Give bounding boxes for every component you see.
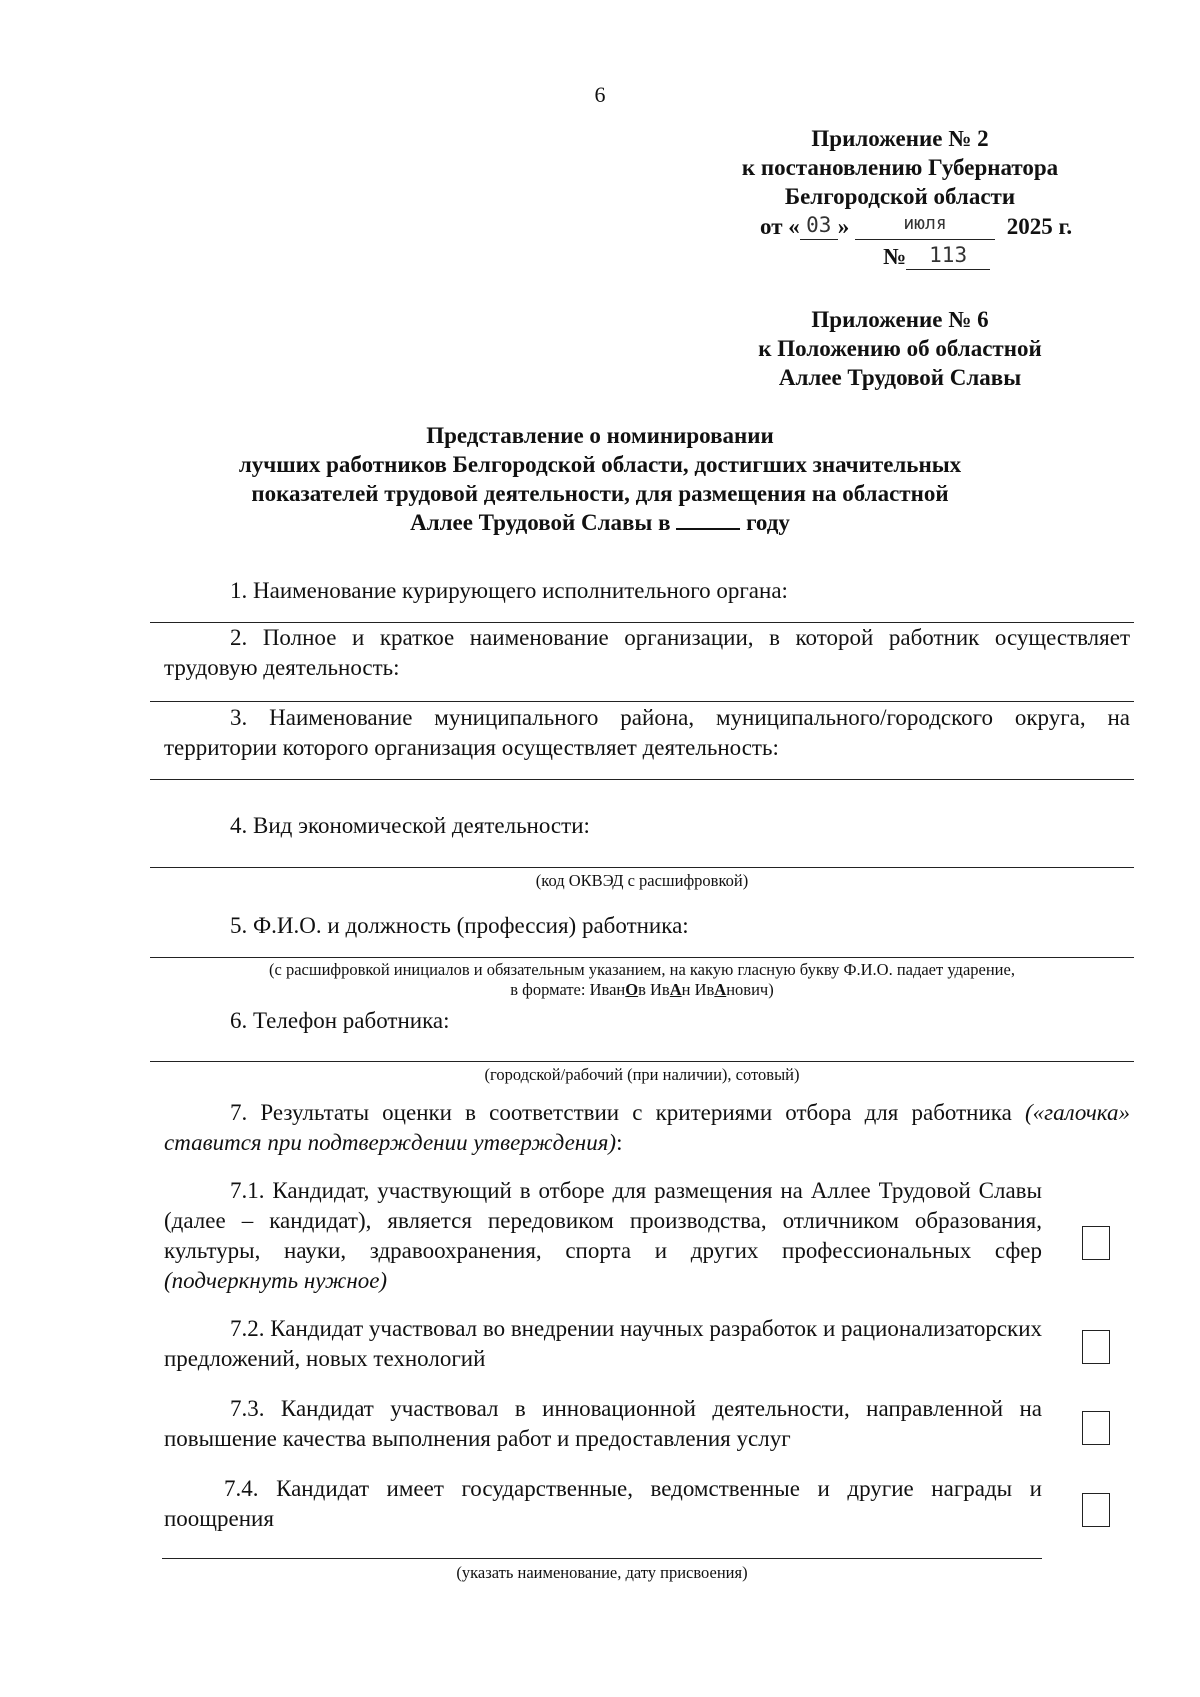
appendix-2-line3: Аллее Трудовой Славы — [778, 365, 1022, 390]
criterion-7-4-caption: (указать наименование, дату присвоения) — [456, 1563, 748, 1582]
field-5-line — [150, 957, 1134, 958]
year-blank — [676, 508, 740, 530]
appendix-1-header — [700, 124, 1100, 211]
date-month: июля — [855, 213, 995, 240]
appendix-1-number — [883, 243, 1033, 270]
appendix-2-title: Приложение № 6 — [811, 307, 989, 332]
appendix-1-title: Приложение № 2 — [811, 126, 989, 151]
appendix-2-line2: к Положению об областной — [758, 336, 1042, 361]
appendix-1-date — [760, 213, 1130, 240]
field-2-label: 2. Полное и краткое наименование организации, в которой работник осуществляет трудовую деятельность: — [164, 625, 1130, 680]
page-number: 6 — [594, 82, 606, 107]
field-6-label: 6. Телефон работника: — [230, 1008, 450, 1033]
field-4-caption: (код ОКВЭД с расшифровкой) — [535, 871, 749, 890]
appendix-1-line2: к постановлению Губернатора — [741, 155, 1059, 180]
appendix-2-header — [700, 305, 1100, 392]
date-prefix: от « — [760, 214, 800, 239]
field-5-caption: (с расшифровкой инициалов и обязательным указанием, на какую гласную букву Ф.И.О. падает ударение, в формате: ИванОв ИвАн ИвАнович) — [269, 960, 1015, 999]
field-6-line — [150, 1061, 1134, 1062]
heading-line1: Представление о номинировании — [426, 423, 774, 448]
date-mid: » — [837, 214, 850, 239]
field-5-label: 5. Ф.И.О. и должность (профессия) работника: — [230, 913, 689, 938]
heading-line3: показателей трудовой деятельности, для размещения на областной — [251, 481, 949, 506]
criterion-7-3: 7.3. Кандидат участвовал в инновационной деятельности, направленной на повышение качества выполнения работ и предоставления услуг — [164, 1396, 1042, 1451]
field-6-caption: (городской/рабочий (при наличии), сотовый) — [484, 1065, 800, 1084]
field-1-label: 1. Наименование курирующего исполнительного органа: — [230, 578, 788, 603]
criterion-7-4-line — [162, 1558, 1042, 1559]
field-4-line — [150, 867, 1134, 868]
criterion-7-1-checkbox[interactable] — [1082, 1226, 1110, 1260]
appendix-1-line3: Белгородской области — [784, 184, 1016, 209]
field-3-line — [150, 779, 1134, 780]
criterion-7-4-checkbox[interactable] — [1082, 1493, 1110, 1527]
field-2-line — [150, 701, 1134, 702]
field-7-label: 7. Результаты оценки в соответствии с критериями отбора для работника («галочка» ставится при подтверждении утверждения): — [164, 1100, 1130, 1155]
date-year: 2025 г. — [1006, 214, 1073, 239]
criterion-7-1: 7.1. Кандидат, участвующий в отборе для размещения на Аллее Трудовой Славы (далее – кандидат), является передовиком производства, отличником образования, культуры, науки, здравоохранения, спорта и других профессиональных сфер (подчеркнуть нужное) — [164, 1178, 1042, 1293]
criterion-7-3-checkbox[interactable] — [1082, 1411, 1110, 1445]
heading-line4-end: году — [746, 510, 790, 535]
document-heading — [130, 421, 1070, 537]
date-day: 03 — [800, 213, 838, 240]
criterion-7-2-checkbox[interactable] — [1082, 1330, 1110, 1364]
field-4-label: 4. Вид экономической деятельности: — [230, 813, 590, 838]
heading-line2: лучших работников Белгородской области, достигших значительных — [238, 452, 962, 477]
criterion-7-4: 7.4. Кандидат имеет государственные, ведомственные и другие награды и поощрения — [164, 1476, 1042, 1531]
heading-line4-start: Аллее Трудовой Славы в — [410, 510, 671, 535]
criterion-7-2: 7.2. Кандидат участвовал во внедрении научных разработок и рационализаторских предложений, новых технологий — [164, 1316, 1043, 1371]
number-value: 113 — [906, 243, 990, 270]
number-prefix: № — [883, 244, 907, 269]
field-3-label: 3. Наименование муниципального района, муниципального/городского округа, на территории которого организация осуществляет деятельность: — [164, 705, 1130, 760]
heading-line4 — [130, 508, 1070, 537]
